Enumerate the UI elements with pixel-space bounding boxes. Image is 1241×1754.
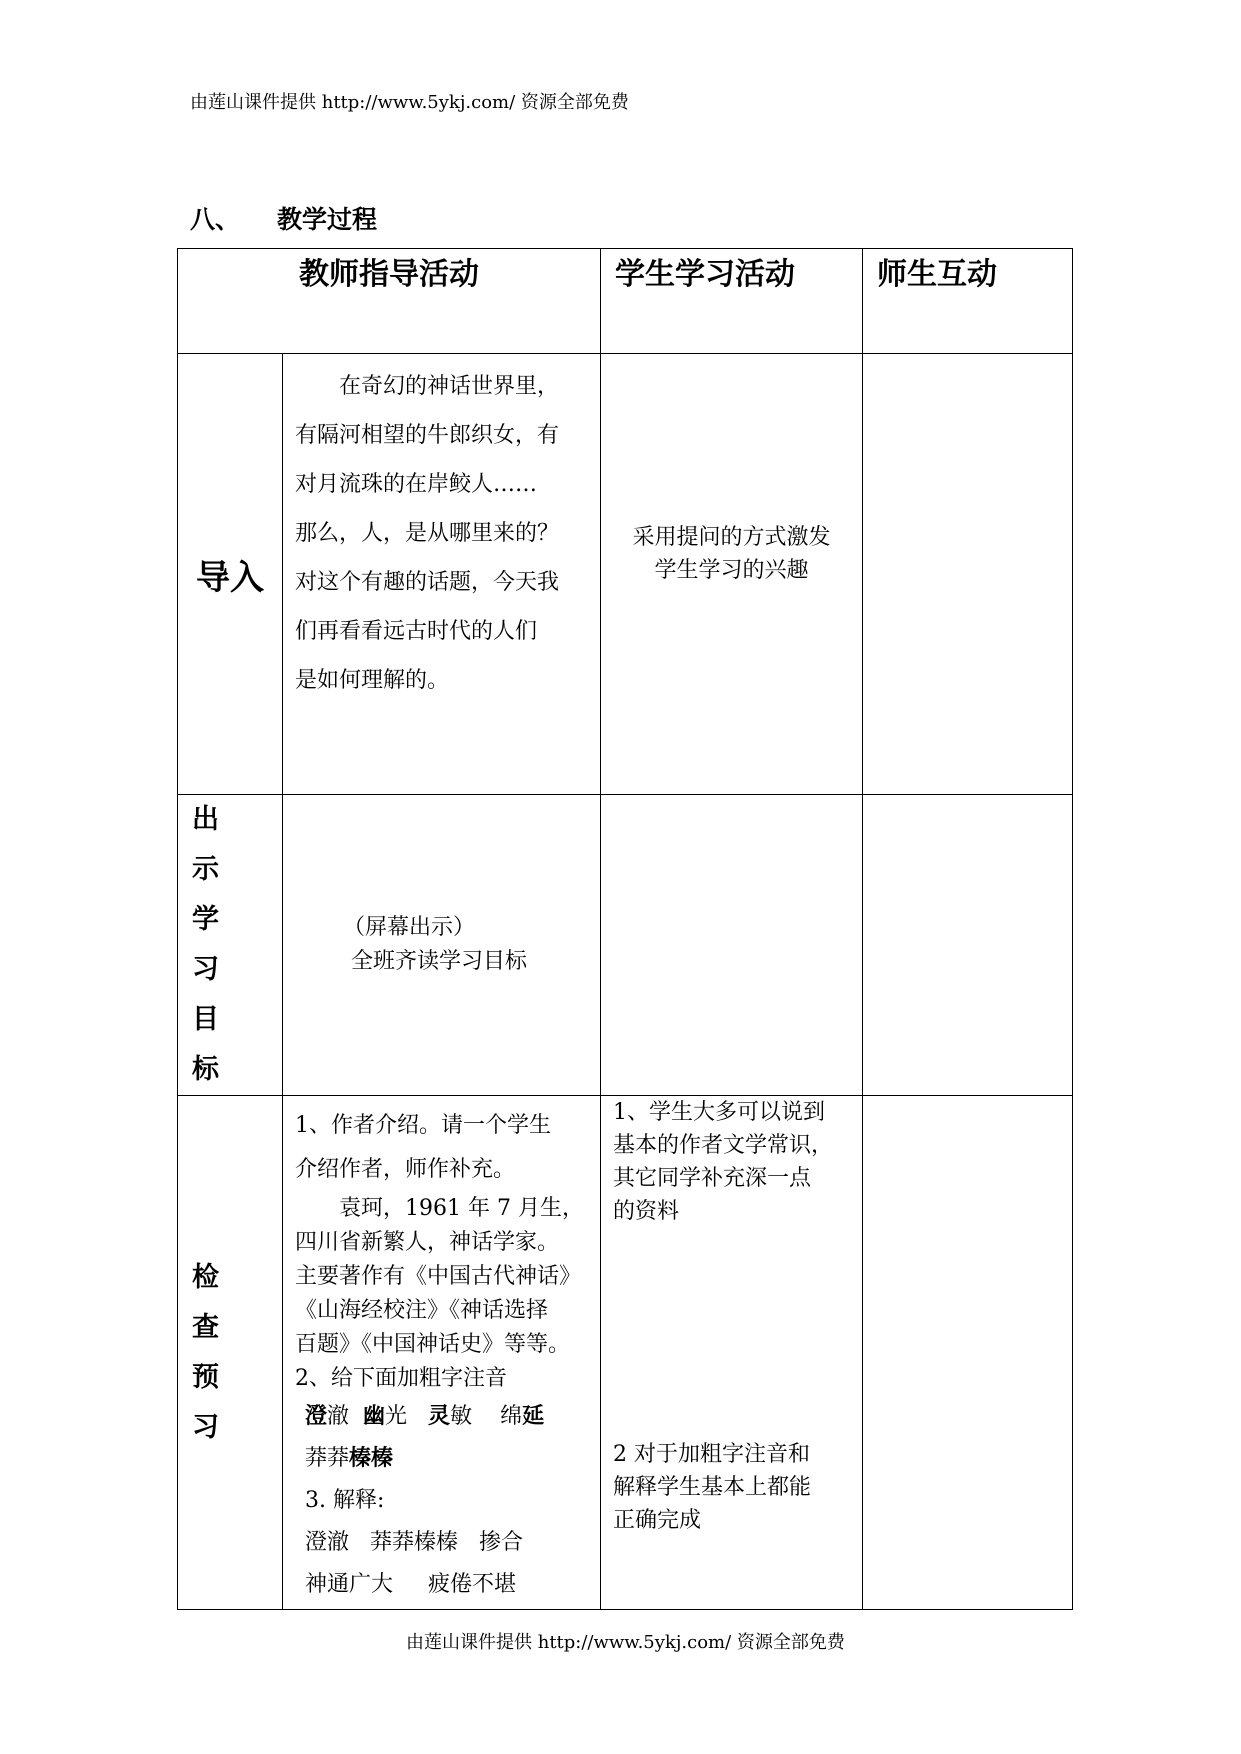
- text-line: 们再看看远古时代的人们: [295, 619, 538, 644]
- word-rest: 莽莽: [305, 1446, 350, 1471]
- text-line: 有隔河相望的牛郎织女，有: [295, 423, 560, 448]
- label-line: 出 示: [192, 804, 235, 885]
- text-line: （屏幕出示）: [343, 915, 476, 940]
- goals-interaction: [863, 795, 1073, 1096]
- column-header-interaction: 师生互动: [863, 249, 1073, 354]
- bold-char: 榛榛: [349, 1446, 394, 1471]
- text-line: 学生学习的兴趣: [654, 558, 809, 583]
- goals-teacher-activity: [283, 795, 601, 1096]
- text-line: 1、作者介绍。请一个学生: [295, 1113, 551, 1138]
- table-header-row: [178, 249, 1073, 354]
- table-row-preview: [178, 1096, 1073, 1610]
- text-line: 采用提问的方式激发: [632, 525, 831, 550]
- text-line: 是如何理解的。: [295, 668, 450, 693]
- preview-interaction: [863, 1096, 1073, 1610]
- text-line: 解释学生基本上都能: [613, 1475, 812, 1500]
- column-header-student: 学生学习活动: [601, 249, 863, 354]
- bold-char: 幽: [363, 1404, 386, 1429]
- text-line: 对这个有趣的话题，今天我: [295, 570, 560, 595]
- text-line: 2、给下面加粗字注音: [295, 1366, 507, 1391]
- text-line: 介绍作者，师作补充。: [295, 1157, 516, 1182]
- text-line: 基本的作者文学常识，: [613, 1133, 834, 1158]
- page-header: 由莲山课件提供 http://www.5ykj.com/ 资源全部免费: [190, 92, 629, 113]
- text-line: 的资料: [613, 1199, 680, 1224]
- word-rest: 敏: [450, 1404, 473, 1429]
- section-number: 八、: [190, 205, 241, 234]
- text-line: 在奇幻的神话世界里，: [339, 374, 560, 399]
- text-line: 神通广大 疲倦不堪: [305, 1572, 516, 1597]
- text-line: 全班齐读学习目标: [351, 949, 528, 974]
- text-line: 2 对于加粗字注音和: [613, 1442, 810, 1467]
- section-title: 教学过程: [277, 205, 378, 234]
- bold-char: 澄: [305, 1404, 328, 1429]
- text-line: 《山海经校注》《神话选择: [295, 1298, 549, 1323]
- row-label-preview: [178, 1096, 283, 1610]
- text-line: 袁珂，1961 年 7 月生，: [339, 1196, 584, 1221]
- text-line: 百题》《中国神话史》等等。: [295, 1332, 571, 1357]
- intro-student-activity: [601, 354, 863, 795]
- bold-char: 延: [522, 1404, 545, 1429]
- bold-char: 灵: [428, 1404, 451, 1429]
- word-rest: 光: [385, 1404, 408, 1429]
- text-line: 四川省新繁人，神话学家。: [295, 1230, 560, 1255]
- label-line: 目 标: [192, 1004, 235, 1085]
- row-label-intro: 导入: [178, 354, 283, 795]
- text-line: 澄澈 莽莽榛榛 掺合: [305, 1530, 523, 1555]
- pinyin-words-line: [295, 1438, 590, 1480]
- spacer: [613, 1228, 854, 1438]
- word-rest: 绵: [500, 1404, 523, 1429]
- row-label-goals: [178, 795, 283, 1096]
- label-line: 学 习: [192, 904, 235, 985]
- page-footer: 由莲山课件提供 http://www.5ykj.com/ 资源全部免费: [406, 1632, 845, 1653]
- text-line: 对月流珠的在岸鲛人……: [295, 472, 538, 497]
- section-heading: [190, 200, 377, 236]
- text-line: 正确完成: [613, 1508, 702, 1533]
- label-line: 检 查: [192, 1261, 235, 1343]
- preview-student-activity: [601, 1096, 863, 1610]
- text-line: 3. 解释:: [305, 1488, 385, 1513]
- intro-teacher-activity: [283, 354, 601, 795]
- table-row-goals: [178, 795, 1073, 1096]
- goals-student-activity: [601, 795, 863, 1096]
- column-header-teacher: 教师指导活动: [178, 249, 601, 354]
- teaching-process-table: [177, 248, 1073, 1610]
- text-line: 那么，人，是从哪里来的？: [295, 521, 560, 546]
- pinyin-words-line: [295, 1396, 590, 1438]
- label-line: 预 习: [192, 1361, 235, 1443]
- preview-teacher-activity: [283, 1096, 601, 1610]
- word-rest: 澈: [327, 1404, 350, 1429]
- intro-interaction: [863, 354, 1073, 795]
- table-row-intro: [178, 354, 1073, 795]
- text-line: 主要著作有《中国古代神话》: [295, 1264, 582, 1289]
- text-line: 其它同学补充深一点: [613, 1166, 812, 1191]
- text-line: 1、学生大多可以说到: [613, 1100, 825, 1125]
